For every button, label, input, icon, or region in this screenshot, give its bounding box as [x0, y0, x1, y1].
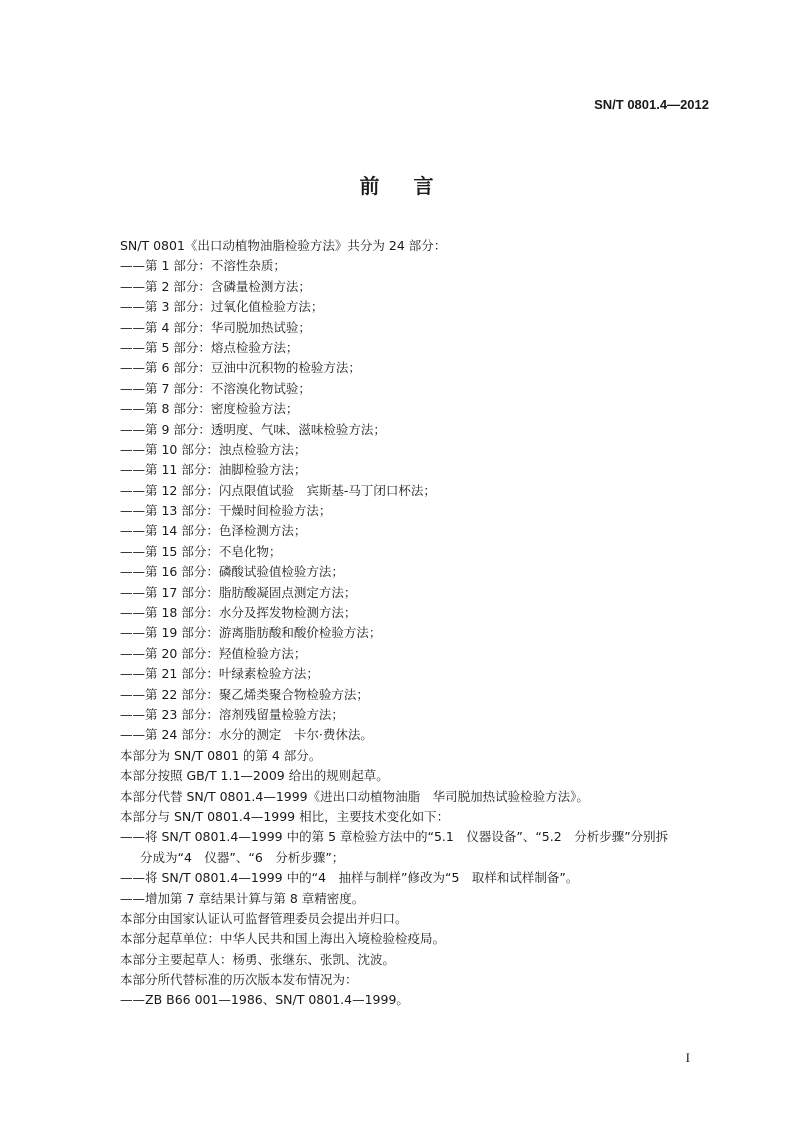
text-line: ——第 23 部分：溶剂残留量检验方法； — [120, 706, 344, 722]
text-line: 本部分为 SN/T 0801 的第 4 部分。 — [120, 747, 322, 763]
text-line: ——第 17 部分：脂肪酸凝固点测定方法； — [120, 584, 357, 600]
text-line: ——第 22 部分：聚乙烯类聚合物检验方法； — [120, 686, 369, 702]
text-line: 本部分与 SN/T 0801.4—1999 相比，主要技术变化如下： — [120, 808, 450, 824]
page-number: I — [685, 1050, 690, 1065]
text-line: ——第 7 部分：不溶溴化物试验； — [120, 380, 311, 396]
body-text — [120, 236, 720, 1011]
text-line: SN/T 0801《出口动植物油脂检验方法》共分为 24 部分： — [120, 238, 447, 253]
text-line: 本部分按照 GB/T 1.1—2009 给出的规则起草。 — [120, 768, 389, 784]
text-line: ——第 12 部分：闪点限值试验 宾斯基-马丁闭口杯法； — [120, 482, 436, 498]
text-line: 本部分代替 SN/T 0801.4—1999《进出口动植物油脂 华司脱加热试验检验方法》。 — [120, 788, 589, 804]
text-line: ——第 20 部分：羟值检验方法； — [120, 645, 307, 661]
text-line: ——第 11 部分：油脚检验方法； — [120, 462, 307, 478]
text-line: ——第 9 部分：透明度、气味、滋味检验方法； — [120, 421, 386, 437]
text-line: ——将 SN/T 0801.4—1999 中的“4 抽样与制样”修改为“5 取样和试样制备”。 — [120, 870, 579, 886]
text-line: ——第 13 部分：干燥时间检验方法； — [120, 503, 332, 519]
text-line: 本部分所代替标准的历次版本发布情况为： — [120, 972, 358, 988]
text-line: ——第 1 部分：不溶性杂质； — [120, 258, 286, 274]
text-line: ——第 19 部分：游离脂肪酸和酸价检验方法； — [120, 625, 382, 641]
text-line: ——第 6 部分：豆油中沉积物的检验方法； — [120, 360, 361, 376]
text-line: ——第 4 部分：华司脱加热试验； — [120, 319, 311, 335]
text-line: 分成为“4 仪器”、“6 分析步骤”； — [140, 849, 345, 865]
text-line: ——第 5 部分：熔点检验方法； — [120, 339, 299, 355]
text-line: ——将 SN/T 0801.4—1999 中的第 5 章检验方法中的“5.1 仪器设备”、“5.2 分析步骤”分别拆 — [120, 829, 669, 845]
text-line: ——第 8 部分：密度检验方法； — [120, 401, 299, 417]
text-line: ——第 18 部分：水分及挥发物检测方法； — [120, 605, 357, 621]
text-line: ——第 2 部分：含磷量检测方法； — [120, 278, 311, 294]
text-line: ——第 15 部分：不皂化物； — [120, 543, 282, 559]
text-line: ——ZB B66 001—1986、SN/T 0801.4—1999。 — [120, 992, 409, 1008]
standard-code: SN/T 0801.4—2012 — [594, 97, 709, 112]
page-title: 前言 — [359, 174, 468, 198]
text-line: ——增加第 7 章结果计算与第 8 章精密度。 — [120, 890, 365, 906]
text-line: 本部分主要起草人：杨勇、张继东、张凯、沈波。 — [120, 951, 396, 967]
text-line: 本部分起草单位：中华人民共和国上海出入境检验检疫局。 — [120, 931, 446, 947]
text-line: ——第 21 部分：叶绿素检验方法； — [120, 666, 319, 682]
text-line: 本部分由国家认证认可监督管理委员会提出并归口。 — [120, 910, 408, 926]
text-line: ——第 14 部分：色泽检测方法； — [120, 523, 307, 539]
text-line: ——第 16 部分：磷酸试验值检验方法； — [120, 564, 344, 580]
text-line: ——第 24 部分：水分的测定 卡尔·费休法。 — [120, 727, 373, 743]
text-line: ——第 10 部分：浊点检验方法； — [120, 441, 307, 457]
text-line: ——第 3 部分：过氧化值检验方法； — [120, 299, 324, 315]
